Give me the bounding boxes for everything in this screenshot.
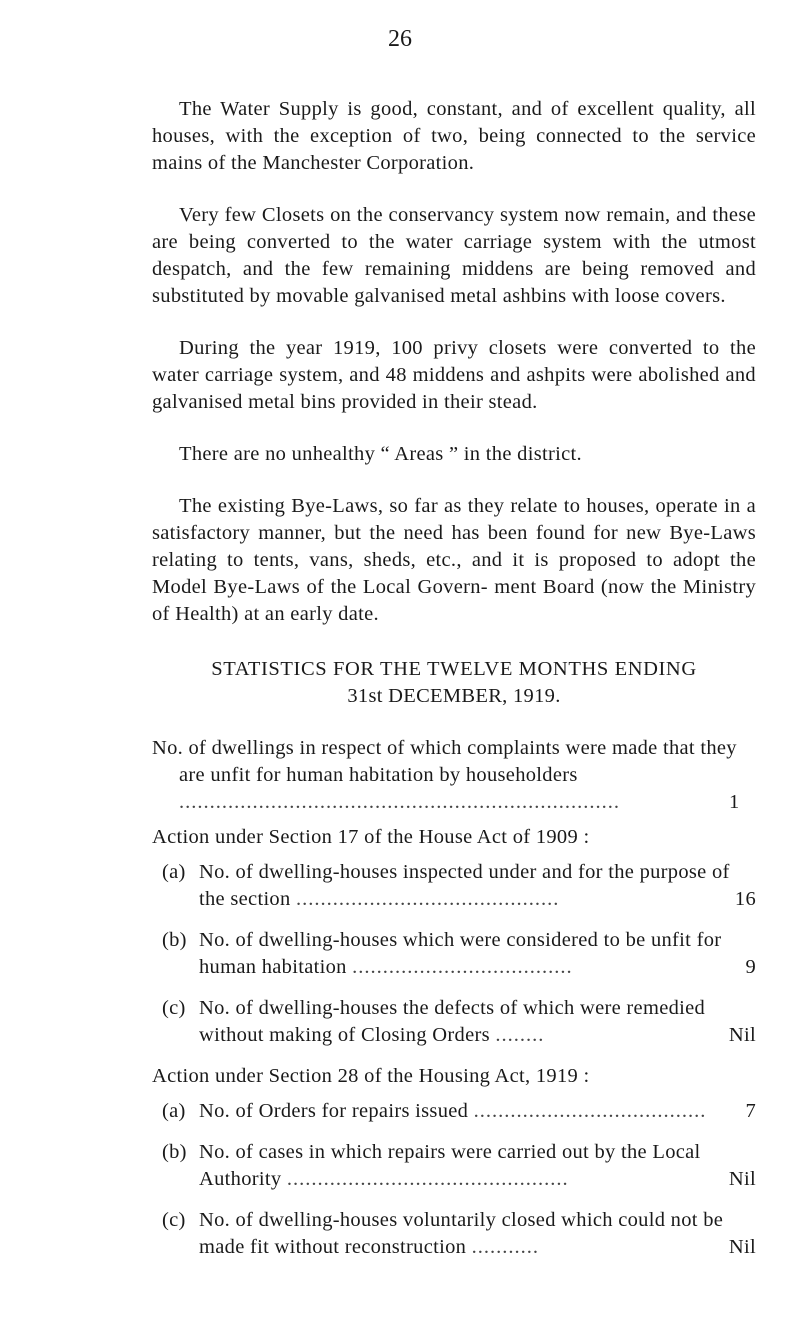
item-leader: ....................................	[352, 956, 573, 978]
item-leader: ........	[495, 1024, 545, 1046]
complaints-value: 1	[750, 789, 756, 816]
item-value: Nil	[723, 1234, 756, 1261]
page-content	[152, 96, 756, 1275]
item-label: (a)	[162, 1100, 186, 1122]
complaints-text: No. of dwellings in respect of which complaints were made that they are unfit for human habitation by householders	[152, 737, 737, 786]
item-text: No. of dwelling-houses which were considered to be unfit for human habitation	[199, 929, 722, 978]
item-text: No. of cases in which repairs were carried out by the Local Authority	[199, 1141, 701, 1190]
section-17-heading: Action under Section 17 of the House Act of 1909 :	[152, 826, 590, 848]
complaints-leader: ........................................................................	[179, 791, 620, 813]
item-leader: ...........	[471, 1236, 540, 1258]
section-28-heading: Action under Section 28 of the Housing Act, 1919 :	[152, 1065, 590, 1087]
paragraph-unhealthy-areas: There are no unhealthy “ Areas ” in the district.	[179, 443, 582, 465]
item-value: 16	[729, 886, 756, 913]
item-value: 9	[739, 954, 756, 981]
statistics-heading: STATISTICS FOR THE TWELVE MONTHS ENDING	[211, 658, 697, 680]
section-17-item-c	[162, 995, 756, 1049]
item-label: (b)	[162, 929, 187, 951]
item-label: (c)	[162, 997, 186, 1019]
item-text: No. of dwelling-houses the defects of which were remedied without making of Closing Orders	[199, 997, 706, 1046]
item-leader: ..............................................	[286, 1168, 569, 1190]
section-17-item-b	[162, 927, 756, 981]
item-label: (a)	[162, 861, 186, 883]
paragraph-water-supply: The Water Supply is good, constant, and of excellent quality, all houses, with the exception of two, being connected to the service mains of the Manchester Corporation.	[152, 98, 756, 174]
item-text: No. of dwelling-houses voluntarily closed which could not be made fit without reconstruction	[199, 1209, 724, 1258]
item-label: (c)	[162, 1209, 186, 1231]
item-text: No. of dwelling-houses inspected under and for the purpose of the section	[199, 861, 730, 910]
paragraph-1919-conversions: During the year 1919, 100 privy closets were converted to the water carriage system, and 48 middens and ashpits were abolished and galvanised metal bins provided in their stead.	[152, 337, 756, 413]
item-label: (b)	[162, 1141, 187, 1163]
item-value: 7	[739, 1098, 756, 1125]
paragraph-bye-laws: The existing Bye-Laws, so far as they relate to houses, operate in a satisfactory manner, but the need has been found for new Bye-Laws relating to tents, vans, sheds, etc., and it is proposed to adopt the Model Bye-Laws of the Local Govern- ment Board (now the Ministry of Health) at an early date.	[152, 495, 756, 625]
section-28-item-a	[162, 1098, 756, 1125]
statistics-subheading: 31st DECEMBER, 1919.	[347, 685, 561, 707]
complaints-item	[152, 735, 756, 816]
paragraph-closets: Very few Closets on the conservancy system now remain, and these are being converted to the water carriage system with the utmost despatch, and the few remaining middens are being removed and substituted by movable galvanised metal ashbins with loose covers.	[152, 204, 756, 307]
item-value: Nil	[723, 1022, 756, 1049]
page-number: 26	[388, 26, 412, 52]
item-leader: ......................................	[473, 1100, 707, 1122]
item-leader: ...........................................	[295, 888, 560, 910]
item-value: Nil	[723, 1166, 756, 1193]
section-28-item-c	[162, 1207, 756, 1261]
section-28-item-b	[162, 1139, 756, 1193]
item-text: No. of Orders for repairs issued	[199, 1100, 469, 1122]
section-17-item-a	[162, 859, 756, 913]
